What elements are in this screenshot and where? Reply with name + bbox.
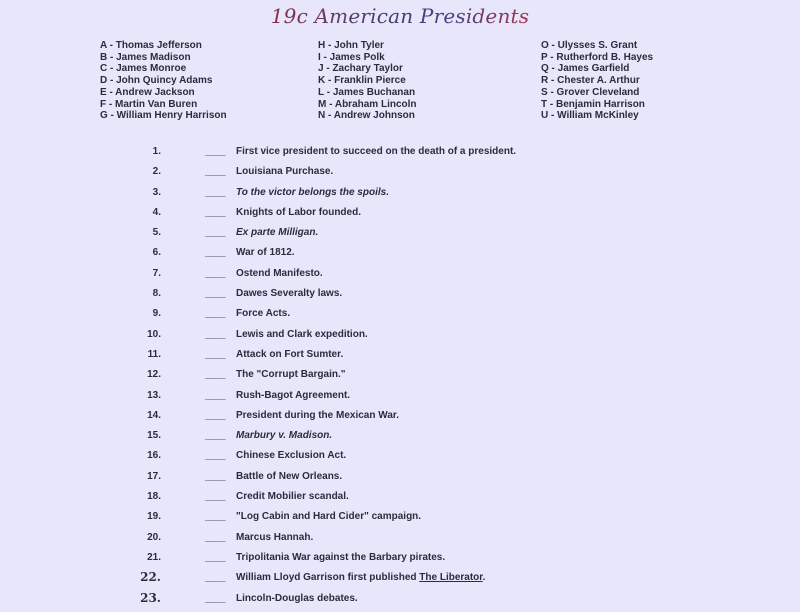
question-text: President during the Mexican War. xyxy=(236,409,399,421)
legend-item: A - Thomas Jefferson xyxy=(100,40,202,51)
question-number: 23. xyxy=(140,590,161,605)
answer-blank[interactable]: ____ xyxy=(205,348,226,360)
legend-item: K - Franklin Pierce xyxy=(318,75,406,87)
question-row xyxy=(0,510,800,530)
question-text: "Log Cabin and Hard Cider" campaign. xyxy=(236,511,422,523)
legend-item: U - William McKinley xyxy=(541,110,639,122)
question-number: 4. xyxy=(152,206,161,218)
question-text: Marcus Hannah. xyxy=(236,531,314,543)
question-row xyxy=(0,246,800,266)
answer-blank[interactable]: ____ xyxy=(205,470,226,482)
question-number: 5. xyxy=(152,227,161,239)
legend-column-1 xyxy=(100,40,318,122)
question-text: Credit Mobilier scandal. xyxy=(236,491,349,503)
question-row xyxy=(0,368,800,388)
question-number: 3. xyxy=(152,186,161,198)
answer-blank[interactable]: ____ xyxy=(205,572,226,584)
legend-item: Q - James Garfield xyxy=(541,63,630,75)
answer-blank[interactable]: ____ xyxy=(205,491,226,503)
question-number: 6. xyxy=(152,247,161,259)
question-row xyxy=(0,287,800,307)
answer-blank[interactable]: ____ xyxy=(205,592,226,604)
answer-blank[interactable]: ____ xyxy=(205,227,226,239)
question-text: Ex parte Milligan. xyxy=(236,227,319,239)
question-number: 12. xyxy=(147,369,161,381)
legend-item: G - William Henry Harrison xyxy=(100,110,227,122)
question-row xyxy=(0,449,800,469)
question-row xyxy=(0,186,800,206)
question-row xyxy=(0,267,800,287)
question-row xyxy=(0,389,800,409)
answer-blank[interactable]: ____ xyxy=(205,186,226,198)
question-row xyxy=(0,490,800,510)
answer-blank[interactable]: ____ xyxy=(205,511,226,523)
legend-item: S - Grover Cleveland xyxy=(541,86,640,98)
question-number: 1. xyxy=(152,146,161,157)
question-text: Ostend Manifesto. xyxy=(236,267,323,279)
answer-blank[interactable]: ____ xyxy=(205,267,226,279)
page-title: 19c American Presidents xyxy=(270,4,530,28)
question-text: Attack on Fort Sumter. xyxy=(236,348,344,360)
answer-blank[interactable]: ____ xyxy=(205,369,226,381)
question-number: 21. xyxy=(147,551,161,563)
legend-item: I - James Polk xyxy=(318,51,385,63)
question-number: 2. xyxy=(152,166,161,178)
legend-column-3 xyxy=(541,40,760,122)
answer-blank[interactable]: ____ xyxy=(205,308,226,320)
legend-item: F - Martin Van Buren xyxy=(100,98,198,110)
legend-item: H - John Tyler xyxy=(318,40,384,51)
question-row xyxy=(0,165,800,185)
question-number: 15. xyxy=(147,430,161,442)
answer-blank[interactable]: ____ xyxy=(205,146,226,157)
question-number: 9. xyxy=(152,308,161,320)
question-text: Force Acts. xyxy=(236,308,291,320)
question-row xyxy=(0,145,800,165)
legend-item: M - Abraham Lincoln xyxy=(318,98,417,110)
legend-item: C - James Monroe xyxy=(100,63,187,75)
question-text: Chinese Exclusion Act. xyxy=(236,450,347,462)
question-text: Battle of New Orleans. xyxy=(236,470,343,482)
question-row xyxy=(0,226,800,246)
legend-item: P - Rutherford B. Hayes xyxy=(541,51,654,63)
legend-item: R - Chester A. Arthur xyxy=(541,75,640,87)
legend-item: E - Andrew Jackson xyxy=(100,86,195,98)
question-text: Knights of Labor founded. xyxy=(236,206,361,218)
legend-item: L - James Buchanan xyxy=(318,86,416,98)
answer-blank[interactable]: ____ xyxy=(205,450,226,462)
question-row xyxy=(0,429,800,449)
question-number: 22. xyxy=(140,570,161,585)
answer-blank[interactable]: ____ xyxy=(205,166,226,178)
question-text: Rush-Bagot Agreement. xyxy=(236,389,351,401)
question-number: 17. xyxy=(147,470,161,482)
answer-blank[interactable]: ____ xyxy=(205,551,226,563)
question-list xyxy=(0,145,800,612)
question-text: Louisiana Purchase. xyxy=(236,166,334,178)
answer-blank[interactable]: ____ xyxy=(205,328,226,340)
question-row xyxy=(0,551,800,571)
question-number: 10. xyxy=(147,328,161,340)
question-text: The "Corrupt Bargain." xyxy=(236,369,346,381)
legend-item: B - James Madison xyxy=(100,51,191,63)
answer-blank[interactable]: ____ xyxy=(205,247,226,259)
question-text: Lewis and Clark expedition. xyxy=(236,328,368,340)
question-row xyxy=(0,409,800,429)
question-number: 8. xyxy=(152,288,161,300)
legend-item: N - Andrew Johnson xyxy=(318,110,415,122)
question-number: 14. xyxy=(147,409,161,421)
legend-item: T - Benjamin Harrison xyxy=(541,98,645,110)
question-number: 7. xyxy=(152,267,161,279)
answer-blank[interactable]: ____ xyxy=(205,389,226,401)
legend-item: J - Zachary Taylor xyxy=(318,63,403,75)
question-text: War of 1812. xyxy=(236,247,295,259)
liberator-title: The Liberator xyxy=(419,572,483,584)
legend-item: O - Ulysses S. Grant xyxy=(541,40,638,51)
question-text: William Lloyd Garrison first published The Liberator. xyxy=(236,572,486,584)
question-number: 13. xyxy=(147,389,161,401)
question-row xyxy=(0,571,800,591)
answer-blank[interactable]: ____ xyxy=(205,206,226,218)
president-legend xyxy=(100,40,760,122)
question-number: 20. xyxy=(147,531,161,543)
question-text: Lincoln-Douglas debates. xyxy=(236,592,358,604)
answer-blank[interactable]: ____ xyxy=(205,531,226,543)
question-row xyxy=(0,206,800,226)
question-number: 18. xyxy=(147,491,161,503)
answer-blank[interactable]: ____ xyxy=(205,288,226,300)
question-text: Dawes Severalty laws. xyxy=(236,288,343,300)
legend-item: D - John Quincy Adams xyxy=(100,75,213,87)
question-text: First vice president to succeed on the death of a president. xyxy=(236,146,517,157)
question-text: Marbury v. Madison. xyxy=(236,430,333,442)
question-row xyxy=(0,307,800,327)
answer-blank[interactable]: ____ xyxy=(205,430,226,442)
question-number: 19. xyxy=(147,511,161,523)
question-row xyxy=(0,348,800,368)
question-row xyxy=(0,328,800,348)
question-row xyxy=(0,592,800,612)
legend-column-2 xyxy=(318,40,541,122)
question-row xyxy=(0,470,800,490)
question-text: To the victor belongs the spoils. xyxy=(236,186,389,198)
answer-blank[interactable]: ____ xyxy=(205,409,226,421)
question-number: 11. xyxy=(147,348,161,360)
question-row xyxy=(0,531,800,551)
question-text: Tripolitania War against the Barbary pirates. xyxy=(236,551,446,563)
question-number: 16. xyxy=(147,450,161,462)
